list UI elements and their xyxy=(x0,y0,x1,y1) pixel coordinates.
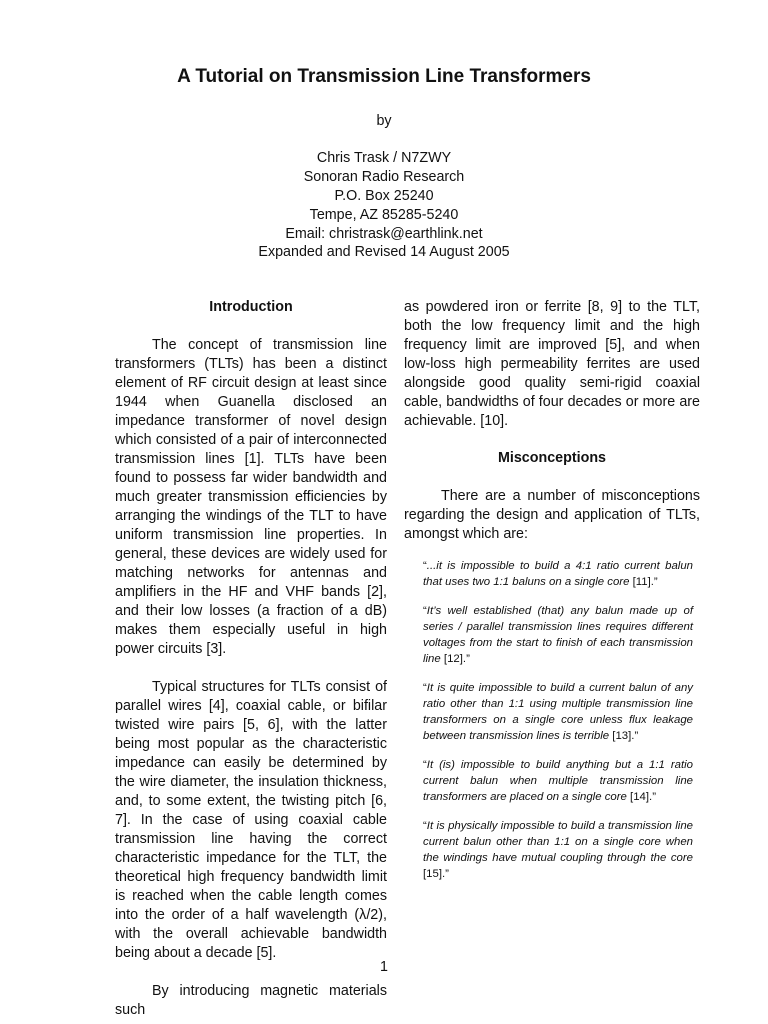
author-organization: Sonoran Radio Research xyxy=(303,169,465,186)
author-city: Tempe, AZ 85285-5240 xyxy=(309,206,459,223)
misconception-quote: “...it is impossible to build a 4:1 ratio current balun that uses two 1:1 baluns on a single core [11].” xyxy=(423,560,693,588)
author-po-box: P.O. Box 25240 xyxy=(334,187,434,204)
misconception-quote: “It is physically impossible to build a transmission line current balun other than 1:1 on a single core when the windings have mutual coupling through the core [15].” xyxy=(423,820,693,880)
left-column xyxy=(115,298,387,1020)
introduction-paragraph-2: Typical structures for TLTs consist of parallel wires [4], coaxial cable, or bifilar twisted wire pairs [5, 6], with the latter being most popular as the characteristic impedance can easily be determined by the wire diameter, the insulation thickness, and, to some extent, the twisting pitch [6, 7]. In the case of using coaxial cable transmission line having the correct characteristic impedance for the TLT, the theoretical high frequency bandwidth limit is reached when the cable length comes into the order of a half wavelength (λ/2), with the overall achievable bandwidth being about a decade [5]. xyxy=(115,679,387,961)
misconceptions-intro: There are a number of misconceptions regarding the design and application of TLTs, amongst which are: xyxy=(404,488,700,542)
misconception-quote: “It is quite impossible to build a current balun of any ratio other than 1:1 using multiple transmission line transformers on a single core unless flux leakage between transmission lines is terrible [13].” xyxy=(423,682,693,742)
introduction-paragraph-3-continued: as powdered iron or ferrite [8, 9] to the TLT, both the low frequency limit and the high frequency limit are improved [5], and when low-loss high permeability ferrites are used alongside good quality semi-rigid coaxial cable, bandwidths of four decades or more are achievable. [10]. xyxy=(404,299,700,429)
byline: by xyxy=(376,113,392,129)
misconception-quote: “It’s well established (that) any balun made up of series / parallel transmission lines requires different voltages from the start to finish of each transmission line [12].” xyxy=(423,605,693,665)
page-number: 1 xyxy=(380,959,388,975)
introduction-heading: Introduction xyxy=(209,299,293,315)
author-block xyxy=(0,112,768,262)
misconceptions-heading: Misconceptions xyxy=(497,450,607,466)
paper-title: A Tutorial on Transmission Line Transformers xyxy=(177,66,591,87)
author-name: Chris Trask / N7ZWY xyxy=(316,150,452,167)
author-email: Email: christrask@earthlink.net xyxy=(285,225,483,242)
introduction-paragraph-1: The concept of transmission line transformers (TLTs) has been a distinct element of RF circuit design at least since 1944 when Guanella disclosed an impedance transformer of novel design which consisted of a pair of interconnected transmission lines [1]. TLTs have been found to possess far wider bandwidth and much greater transmission efficiencies by arranging the windings of the TLT to have uniform transmission line properties. In general, these devices are widely used for matching networks for antennas and amplifiers in the HF and VHF bands [2], and their low losses (a fraction of a dB) makes them especially useful in high power circuits [3]. xyxy=(115,337,387,657)
revision-date: Expanded and Revised 14 August 2005 xyxy=(258,244,510,261)
misconception-quote: “It (is) impossible to build anything but a 1:1 ratio current balun when multiple transmission line transformers are placed on a single core [14].” xyxy=(423,759,693,803)
introduction-paragraph-3-start: By introducing magnetic materials such xyxy=(115,983,387,1018)
right-column xyxy=(404,298,700,882)
